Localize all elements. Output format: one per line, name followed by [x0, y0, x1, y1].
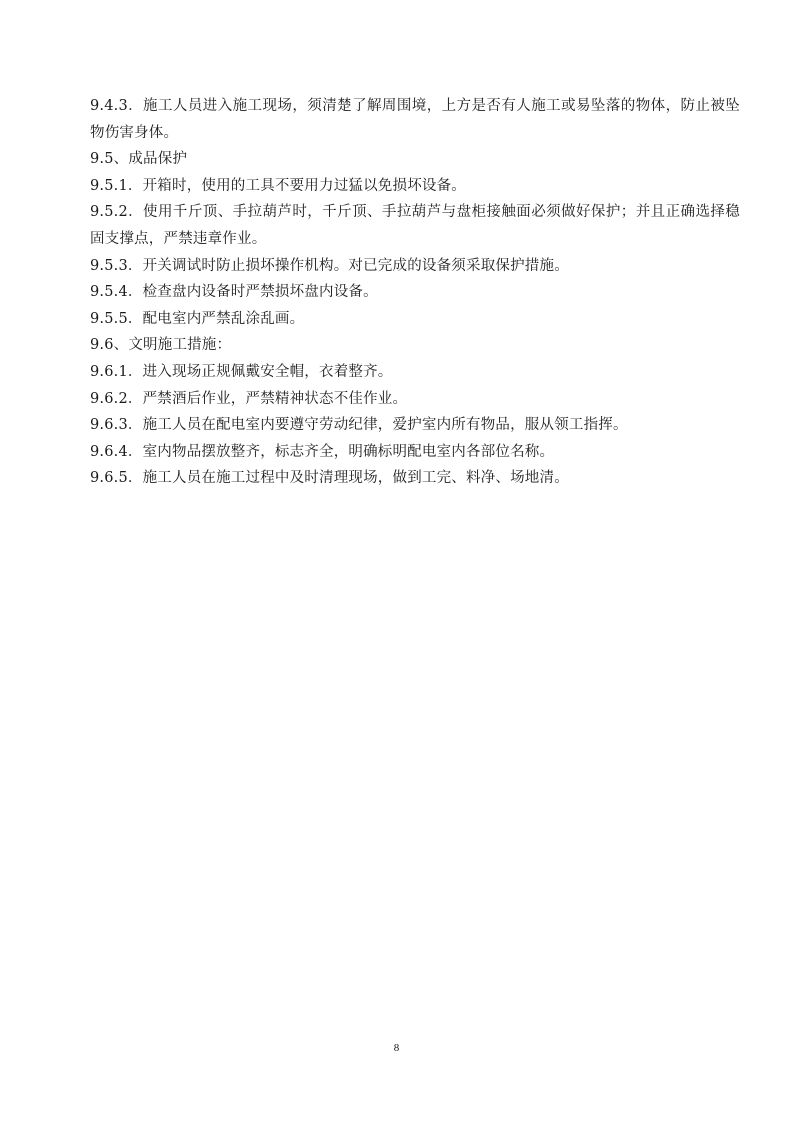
paragraph-9-6-3: 9.6.3．施工人员在配电室内要遵守劳动纪律，爱护室内所有物品，服从领工指挥。 — [90, 417, 628, 434]
paragraph-9-5-4: 9.5.4．检查盘内设备时严禁损坏盘内设备。 — [90, 284, 378, 301]
paragraph-9-6-4: 9.6.4．室内物品摆放整齐，标志齐全，明确标明配电室内各部位名称。 — [90, 443, 555, 460]
paragraph-9-6-5: 9.6.5．施工人员在施工过程中及时清理现场，做到工完、料净、场地清。 — [90, 470, 569, 487]
paragraph-9-4-3: 9.4.3．施工人员进入施工现场，须清楚了解周围境，上方是否有人施工或易坠落的物体，防止被坠物伤害身体。 — [90, 98, 740, 141]
paragraph-9-6-2: 9.6.2．严禁酒后作业，严禁精神状态不佳作业。 — [90, 390, 408, 407]
heading-9-6: 9.6、文明施工措施： — [90, 337, 232, 354]
paragraph-9-6-1: 9.6.1．进入现场正规佩戴安全帽，衣着整齐。 — [90, 363, 393, 380]
paragraph-9-5-2: 9.5.2．使用千斤顶、手拉葫芦时，千斤顶、手拉葫芦与盘柜接触面必须做好保护；并且正确选择稳固支撑点，严禁违章作业。 — [90, 204, 740, 247]
paragraph-9-5-3: 9.5.3．开关调试时防止损坏操作机构。对已完成的设备须采取保护措施。 — [90, 257, 569, 274]
heading-9-5: 9.5、成品保护 — [90, 151, 188, 168]
paragraph-9-5-1: 9.5.1．开箱时，使用的工具不要用力过猛以免损坏设备。 — [90, 177, 466, 194]
document-body — [90, 93, 740, 492]
page-number: 8 — [393, 1042, 400, 1054]
paragraph-9-5-5: 9.5.5．配电室内严禁乱涂乱画。 — [90, 310, 305, 327]
